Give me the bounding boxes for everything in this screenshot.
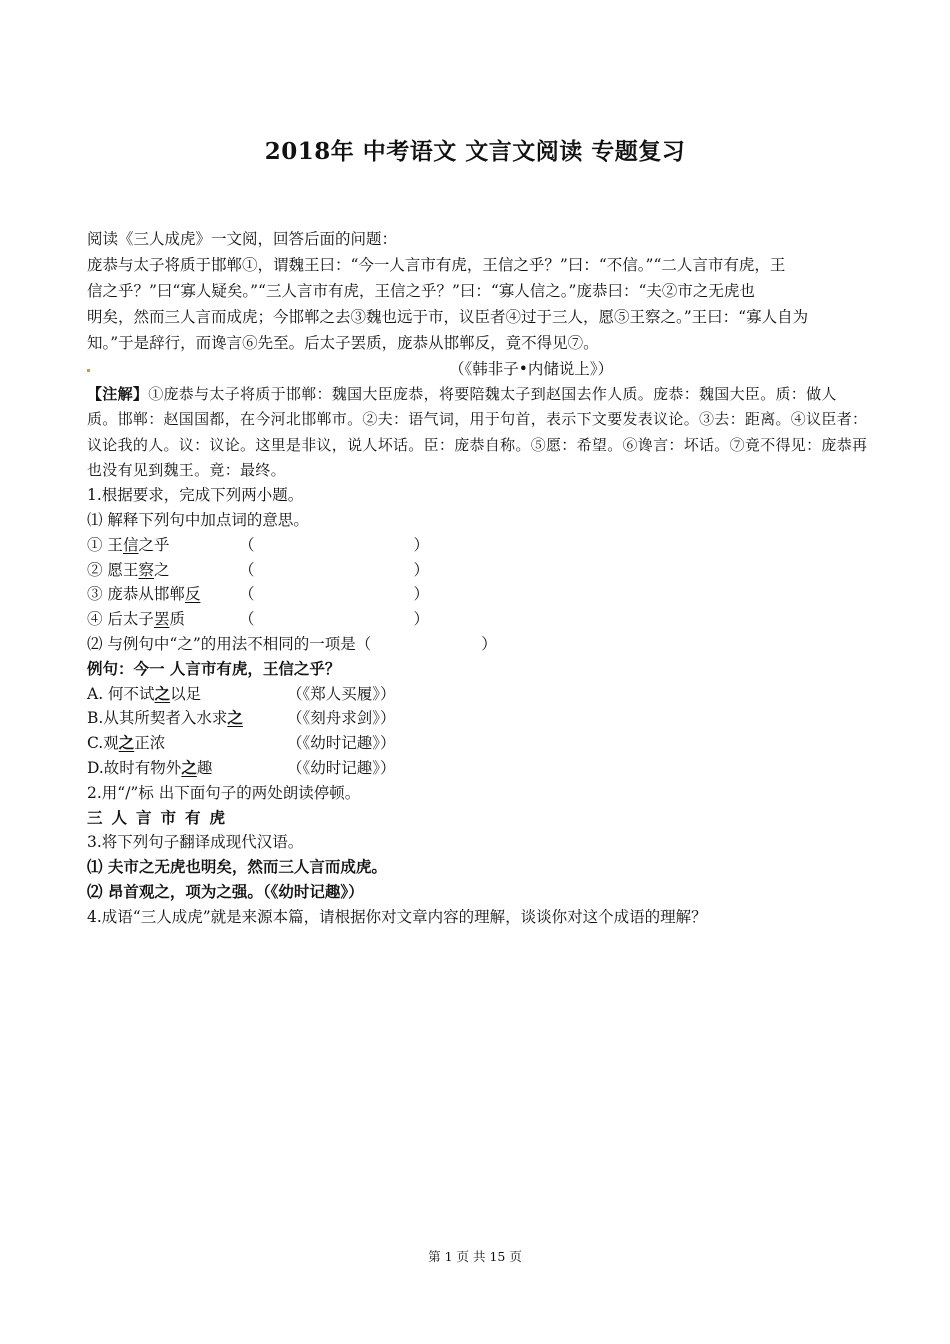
option-pre: D.故时有物外 — [87, 758, 182, 777]
option-text — [87, 706, 287, 731]
document-body — [87, 226, 869, 930]
paren-open: （ — [239, 560, 255, 579]
vocab-sentence — [87, 533, 239, 558]
option-c[interactable] — [87, 731, 869, 756]
note-line-4: 也没有见到魏王。竟：最终。 — [87, 460, 286, 479]
option-a[interactable] — [87, 682, 869, 707]
vocab-item-3 — [87, 582, 869, 607]
example-sentence: 例句：今一 人言市有虎，王信之乎？ — [87, 658, 341, 678]
question-1-stem: 1.根据要求，完成下列两小题。 — [87, 486, 304, 505]
vocab-pre: ② 愿王 — [87, 560, 139, 579]
question-4-stem: 4.成语“三人成虎”就是来源本篇，请根据你对文章内容的理解，谈谈你对这个成语的理解？ — [87, 907, 707, 926]
question-2-stem: 2.用“/”标 出下面句子的两处朗读停顿。 — [87, 783, 361, 802]
paren-close: ） — [413, 610, 429, 629]
sub2-text: ⑵ 与例句中“之”的用法不相同的一项是（ — [87, 634, 372, 653]
paren-close: ） — [413, 560, 429, 579]
option-post: 以足 — [170, 684, 202, 703]
vocab-key-word: 反 — [184, 585, 201, 604]
sub2-close: ） — [481, 634, 497, 653]
translate-sentence-1: ⑴ 夫市之无虎也明矣，然而三人言而成虎。 — [87, 857, 387, 877]
vocab-post: 之乎 — [138, 535, 170, 554]
notes-label: 【注解】 — [87, 385, 149, 403]
vocab-pre: ③ 庞恭从邯郸 — [87, 585, 185, 604]
note-line-1 — [87, 382, 869, 407]
option-source: （《郑人买履》） — [287, 684, 396, 703]
question-1-sub2 — [87, 632, 869, 657]
paren-open: （ — [239, 610, 255, 629]
note-line-3: 议论我的人。议：议论。这里是非议，说人坏话。臣：庞恭自称。⑤愿：希望。⑥谗言：坏话。⑦竟不得见：庞恭再 — [87, 435, 868, 454]
answer-blank[interactable] — [239, 607, 429, 632]
option-post: 正浓 — [134, 734, 166, 753]
paren-close: ） — [413, 535, 429, 554]
vocab-item-4 — [87, 607, 869, 632]
option-pre: B.从其所契者入水求 — [87, 709, 228, 728]
vocab-post: 之 — [153, 560, 170, 579]
answer-blank[interactable] — [239, 558, 429, 583]
source-line — [87, 356, 869, 382]
translate-sentence-2: ⑵ 昂首观之，项为之强。（《幼时记趣》） — [87, 881, 364, 901]
source-citation: （《韩非子•内储说上》） — [449, 360, 614, 378]
option-pre: A. 何不试 — [87, 684, 155, 703]
vocab-key-word: 察 — [138, 560, 154, 579]
option-post: 趣 — [196, 758, 213, 777]
passage-line-3: 明矣，然而三人言而成虎；今邯郸之去③魏也远于市，议臣者④过于三人，愿⑤王察之。”王曰：“寡人自为 — [87, 308, 809, 326]
page-title: 2018年 中考语文 文言文阅读 专题复习 — [264, 138, 686, 165]
option-b[interactable] — [87, 706, 869, 731]
page-footer: 第 1 页 共 15 页 — [428, 1249, 522, 1264]
option-text — [87, 731, 287, 756]
vocab-sentence — [87, 607, 239, 632]
answer-blank[interactable] — [239, 582, 429, 607]
pause-sentence[interactable]: 三人言市有虎 — [87, 807, 235, 827]
option-key: 之 — [227, 708, 243, 728]
option-pre: C.观 — [87, 734, 119, 753]
vocab-post: 质 — [169, 610, 185, 629]
vocab-pre: ④ 后太子 — [87, 610, 154, 629]
vocab-item-1 — [87, 533, 869, 558]
question-3-stem: 3.将下列句子翻译成现代汉语。 — [87, 833, 304, 852]
note-text-1: ①庞恭与太子将质于邯郸：魏国大臣庞恭，将要陪魏太子到赵国去作人质。庞恭：魏国大臣。质：做人 — [148, 385, 837, 403]
option-text — [87, 682, 287, 707]
paren-open: （ — [239, 535, 255, 554]
option-key: 之 — [181, 757, 197, 777]
option-source: （《幼时记趣》） — [287, 758, 396, 777]
vocab-pre: ① 王 — [87, 535, 123, 554]
option-source: （《幼时记趣》） — [287, 734, 396, 753]
vocab-sentence — [87, 558, 239, 583]
option-source: （《刻舟求剑》） — [287, 709, 396, 728]
option-key: 之 — [118, 733, 135, 753]
intro-line: 阅读《三人成虎》一文阅，回答后面的问题： — [87, 230, 398, 248]
paren-close: ） — [413, 585, 429, 604]
passage-line-2: 信之乎？”曰“寡人疑矣。”“三人言市有虎，王信之乎？”曰：“寡人信之。”庞恭曰：“夫②市之无虎也 — [87, 282, 755, 300]
option-d[interactable] — [87, 756, 869, 781]
passage-line-4: 知。”于是辞行，而谗言⑥先至。后太子罢质，庞恭从邯郸反，竟不得见⑦。 — [87, 334, 599, 352]
vocab-key-word: 罢 — [153, 610, 170, 629]
vocab-key-word: 信 — [122, 535, 139, 554]
paren-open: （ — [239, 585, 255, 604]
option-text — [87, 756, 287, 781]
anchor-marker — [87, 369, 90, 372]
passage-line-1: 庞恭与太子将质于邯郸①，谓魏王曰：“今一人言市有虎，王信之乎？”曰：“不信。”“二人言市有虎，王 — [87, 256, 786, 274]
vocab-item-2 — [87, 558, 869, 583]
question-1-sub1: ⑴ 解释下列句中加点词的意思。 — [87, 510, 309, 529]
option-key: 之 — [154, 683, 171, 703]
vocab-sentence — [87, 582, 239, 607]
note-line-2: 质。邯郸：赵国国都，在今河北邯郸市。②夫：语气词，用于句首，表示下文要发表议论。③去：距离。④议臣者： — [87, 410, 868, 429]
answer-blank[interactable] — [239, 533, 429, 558]
